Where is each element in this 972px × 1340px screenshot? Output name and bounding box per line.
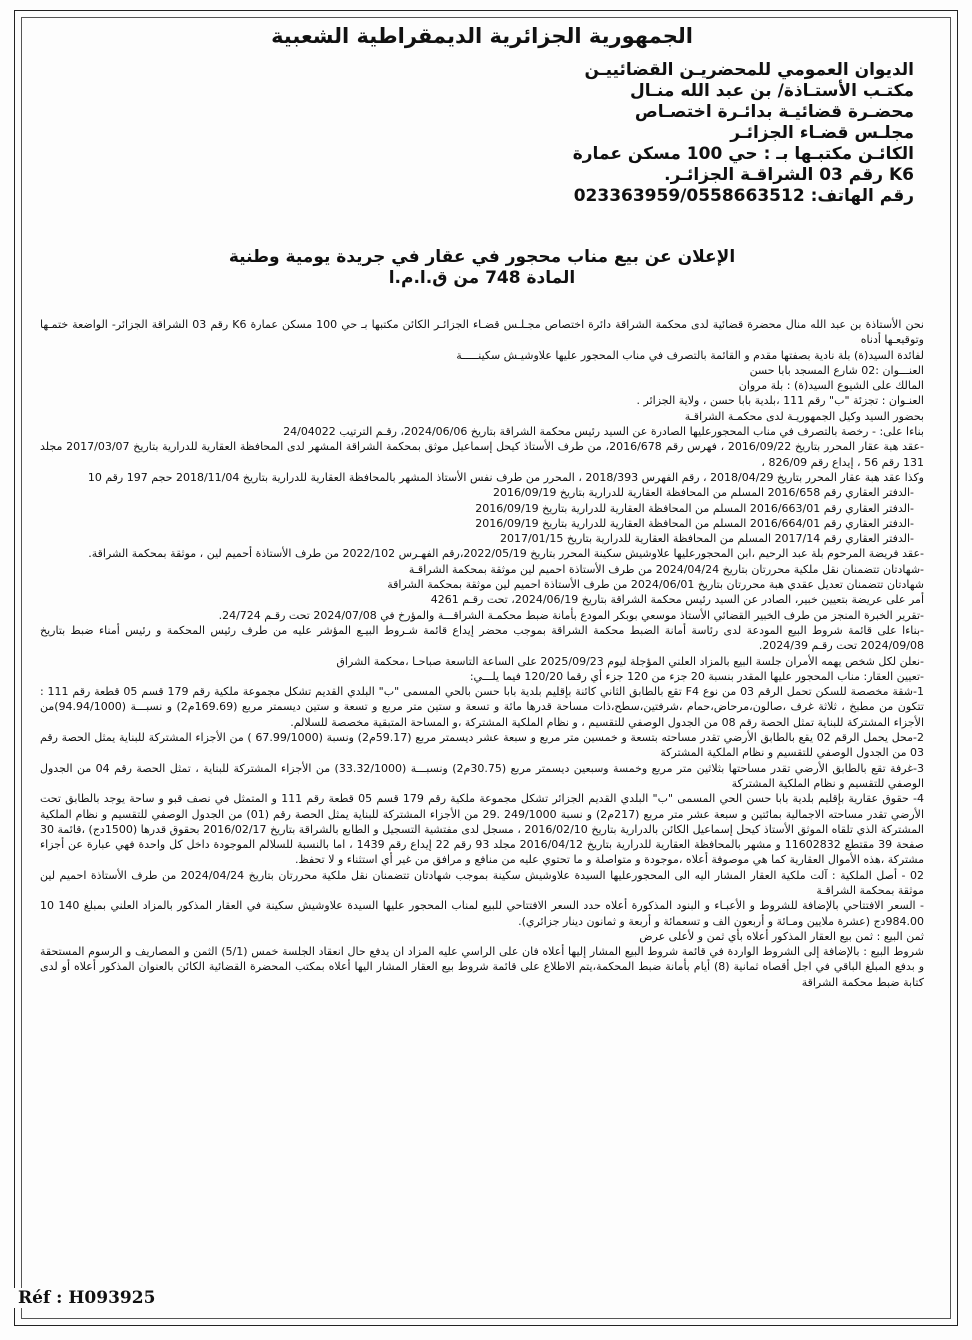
body-paragraph: بحضور السيد وكيل الجمهوريـة لدى محكمـة الشراقـة bbox=[684, 409, 924, 423]
body-paragraph: -بناءا على قائمة شروط البيع المودعة لدى رئاسة أمانة الضبط محكمة الشراقة بموجب محضر إيداع قائمة شـروط البيـع المؤشر عليه من طرف رئيس المحكمة و رئيس أمناء ضبط بتاريخ 2024/09/08 تحت رقـم 2024/39. bbox=[40, 623, 924, 653]
body-paragraph: لفائدة السيد(ة) بلة نادية بصفتها مقدم و القائمة بالتصرف في مناب المحجور عليها علاوشيـش سكينـــــة bbox=[456, 348, 924, 362]
office-line: محضـرة قضائيـة بدائـرة اختصـاص bbox=[634, 102, 914, 122]
title-line-2: المادة 748 من ق.ا.م.ا bbox=[388, 268, 576, 288]
body-paragraph: نحن الأستاذة بن عبد الله منال محضرة قضائية لدى محكمة الشراقة دائرة اختصاص مجـلـس قضـاء الجزائـر الكائن مكتبها بـ حي 100 مسكن عمارة K6 رقم 03 الشراقة الجزائر- الواضعة ختمـها وتوقيعـها أدناه bbox=[40, 318, 924, 347]
body-paragraph: وكذا عقد هبة عقار المحرر بتاريخ 2018/04/29 ، رقم الفهرس 2018/393 ، المحرر من طرف نفس الأستاذ المشهر بالمحافظة العقارية للدرارية بتاريخ 2018/11/04 حجم 197 رقم 10 bbox=[87, 470, 924, 484]
body-paragraph: -تعيين العقار: مناب المحجور عليها المقدر بنسبة 20 جزء من 120 جزء أي رقما 120/20 فيما يلـــي: bbox=[469, 669, 924, 683]
body-paragraph: المالك على الشيوع السيد(ة) : بلة مروان bbox=[738, 379, 924, 393]
announcement-title bbox=[40, 247, 924, 289]
body-paragraph: -الدفتر العقاري رقم 2016/664/01 المسلم من المحافظة العقارية للدرارية بتاريخ 2016/09/19 bbox=[475, 516, 914, 530]
republic-heading: الجمهورية الجزائرية الديمقراطية الشعبية bbox=[271, 24, 693, 48]
office-line: K6 رقم 03 الشراقـة الجزائـر. bbox=[664, 165, 914, 185]
office-phone: رقم الهاتف: 023363959/0558663512 bbox=[573, 186, 914, 206]
body-paragraph: 3-غرفة تقع بالطابق الأرضي تقدر مساحتها بثلاثين متر مربع وخمسة وسبعين ديسمتر مربع (30.75م2) ونسبـــة (33.32/1000) من الأجزاء المشتركة للبناية ، تمثل الحصة رقم 04 من الجدول الوصفي للتقسيم و نظام الملكية المشتركة bbox=[40, 761, 924, 790]
office-block bbox=[40, 60, 914, 207]
body-paragraph: 2-محل يحمل الرقم 02 يقع بالطابق الأرضي تقدر مساحته بتسعة و خمسين متر مربع و سبعة عشر ديسمتر مربع (59.17م2) ونسبة (67.99/1000 ) من الأجزاء المشتركة للبناية يمثل الحصة رقم 03 من الجدول الوصفي للتقسيم و نظام الملكية المشتركة bbox=[40, 731, 924, 760]
body-paragraph: -تقرير الخبرة المنجز من طرف الخبير القضائي الأستاذ موسعي بوبكر المودع بأمانة ضبط محكمـة الشراقـــة والمؤرخ في 2024/07/08 تحت رقـم 24/724. bbox=[218, 608, 924, 622]
office-line: مكتـب الأستـاذة/ بن عبد الله منـال bbox=[630, 81, 914, 101]
body-paragraph: شروط البيع : بالإضافة إلى الشروط الواردة في قائمة شروط البيع المشار إليها أعلاه فان على الراسي عليه المزاد ان يدفع حال انعقاد الجلسة خمس (5/1) الثمن و المصاريف و الرسوم المستحقة و بدفع المبلغ الباقي في اجل أقصاه ثمانية (8) أيام بأمانة ضبط المحكمة،يتم الاطلاع على قائمة شروط بيع العقار المشار اليها أعلاه بمكتب المحضرة القضائية الكائن بالعنوان المذكور أعلاه أو لدى كتابة ضبط محكمة الشراقة bbox=[40, 945, 925, 989]
body-paragraph: بناءا على: - رخصة بالتصرف في مناب المحجورعليها الصادرة عن السيد رئيس محكمة الشراقة بتاريخ 2024/06/06، رقـم الترتيب 24/04022 bbox=[283, 425, 924, 439]
body-paragraph: -الدفتر العقاري رقم 2016/663/01 المسلم من المحافظة العقارية للدرارية بتاريخ 2016/09/19 bbox=[475, 501, 914, 515]
body-paragraph: -شهادتان تتضمنان نقل ملكية محررتان بتاريخ 2024/04/24 من طرف الأستاذة احميم لين موثقة بمحكمة الشراقـة bbox=[408, 562, 924, 576]
announcement-body bbox=[40, 317, 924, 990]
body-paragraph: -عقد فريضة المرحوم بلة عبد الرحيم ،ابن المحجورعليها علاوشيش سكينة المحرر بتاريخ 2022/05/19،رقم الفهـرس 2022/102 من طرف الأستاذة أحميم لين ، موثقة بمحكمة الشراقة. bbox=[88, 547, 924, 561]
office-line: مجلـس قضـاء الجزائـر bbox=[730, 123, 914, 143]
body-paragraph: -الدفتر العقاري رقم 2016/658 المسلم من المحافظة العقارية للدرارية بتاريخ 2016/09/19 bbox=[492, 486, 914, 500]
document-content bbox=[40, 20, 924, 990]
body-paragraph: ثمن البيع : ثمن بيع العقار المذكور أعلاه بأي ثمن و لأعلى عرض bbox=[639, 929, 924, 943]
body-paragraph: -الدفتر العقاري رقم 2017/14 المسلم من المحافظة العقارية للدرارية بتاريخ 2017/01/15 bbox=[499, 532, 914, 546]
office-line: الديوان العمومي للمحضريـن القضائييـن bbox=[584, 60, 914, 80]
body-paragraph: -نعلن لكل شخص يهمه الأمران جلسة البيع بالمزاد العلني المؤجلة ليوم 2025/09/23 على الساعة التاسعة صباحـا ،محكمة الشراق bbox=[336, 654, 924, 668]
body-paragraph: أمر على عريضة بتعيين خبير، الصادر عن السيد رئيس محكمة الشراقة بتاريخ 2024/06/19، تحت رقـم 4261 bbox=[430, 593, 924, 607]
reference-number: Réf : H093925 bbox=[14, 1288, 159, 1308]
body-paragraph: -عقد هبة عقار المحرر بتاريخ 2016/09/22 ، فهرس رقم 2016/678، من طرف الأستاذ كيحل إسماعيل موثق بمحكمة الشراقة المشهر لدى المحافظة العقارية للدرارية بتاريخ 2017/03/07 مجلد 131 رقم 56 ، إيداع رقم 826/09 ، bbox=[40, 440, 925, 469]
body-paragraph: 1-شقة مخصصة للسكن تحمل الرقم 03 من نوع F4 تقع بالطابق الثاني كائنة بإقليم بلدية بابا حسن بالحي المسمى "ب" البلدي القديم تشكل مجموعة ملكية رقم 179 قسم 05 قطعة رقم 111 : تتكون من مطبخ ، ثلاثة غرف ،صالون،مرحاض،حمام ،شرفتين،سطح،ذات مساحة قدرها مائة و تسعة و ستين متر مربع و تسعة و ستين ديسمتر مربع (169.69م2) و نسبـــة (94.94/1000)من الأجزاء المشتركة للبناية تمثل الحصة رقم 08 من الجدول الوصفي للتقسيم ، و نظام الملكية المشتركة ،و المساحة المتبقية مخصصة للسلالم. bbox=[40, 685, 924, 729]
body-paragraph: - السعر الافتتاحي بالإضافة للشروط و الأعبـاء و البنود المذكورة أعلاه حدد السعر الافتتاحي للبيع لمناب المحجور عليها السيدة علاوشيش سكينة في العقار المذكور بالمزاد العلني بمبلغ 140 10 984.00دج (عشرة ملايين ومـائة و أربعون الف و تسعمائة و أربعة و ثمانون دينار جزائري). bbox=[40, 899, 924, 928]
office-line: الكائـن مكتبـها بـ : حي 100 مسكن عمارة bbox=[572, 144, 914, 164]
body-paragraph: شهادتان تتضمنان تعديل عقدي هبة محررتان بتاريخ 2024/06/01 من طرف الأستاذة احميم لين موثقة بمحكمة الشراقة bbox=[387, 578, 924, 592]
body-paragraph: 02 - أصل الملكية : آلت ملكية العقار المشار اليه الى المحجورعليها السيدة علاوشيش سكينة بموجب شهادتان تتضمنان نقل ملكية محررتان بتاريخ 2024/04/24 من طرف الأستاذة احميم لين موثقة بمحكمة الشراقـة bbox=[40, 868, 924, 897]
body-paragraph: العنـــوان :02 شارع المسجد بابا حسن bbox=[749, 363, 924, 377]
title-line-1: الإعلان عن بيع مناب محجور في عقار في جريدة يومية وطنية bbox=[228, 247, 736, 267]
body-paragraph: العنـوان : تجزئة "ب" رقم 111 ،بلدية بابا حسن ، ولاية الجزائر . bbox=[636, 394, 924, 408]
body-paragraph: 4- حقوق عقارية بإقليم بلدية بابا حسن الحي المسمى "ب" البلدي القديم الجزائر تشكل مجموعة ملكية رقم 179 قسم 05 قطعة رقم 111 و المتمثل في نصف قبو و ساحة يوجد بالطابق تحت الأرضي تقدر مساحته الاجمالية بمائتين و سبعة عشر متر مربع (217م2) و نسبة 249/1000 .29 من الأجزاء المشتركة للبناية يمثل الحصة رقم (01) من الجدول الوصفي للتقسيم و نظام الملكية المشتركة الذي تلقاه الموثق الأستاذ كيحل إسماعيل الكائن بالدرارية بتاريخ 2016/02/10 ، مسجل لدى مفتشية التسجيل و الطابع بالشراقة بتاريخ 2016/02/17 بحقوق قدرها (1500دج) ،قائمة 30 صفحة 39 مقتطع 11602832 و مشهر بالمحافظة العقارية للدرارية بتاريخ 2016/04/12 مجلد 93 رقم 22 إيداع رقم 1439 ، اما بالنسبة للسلالم الموجودة داخل كل واحدة فهي عبارة عن أجزاء مشتركة ،هذه الأموال العقارية كما هي موصوفة أعلاه ،موجودة و متواصلة و ما تحتوي عليه من منافع و مرافق من غير أي استثناء و لا تحفظ. bbox=[40, 792, 925, 867]
